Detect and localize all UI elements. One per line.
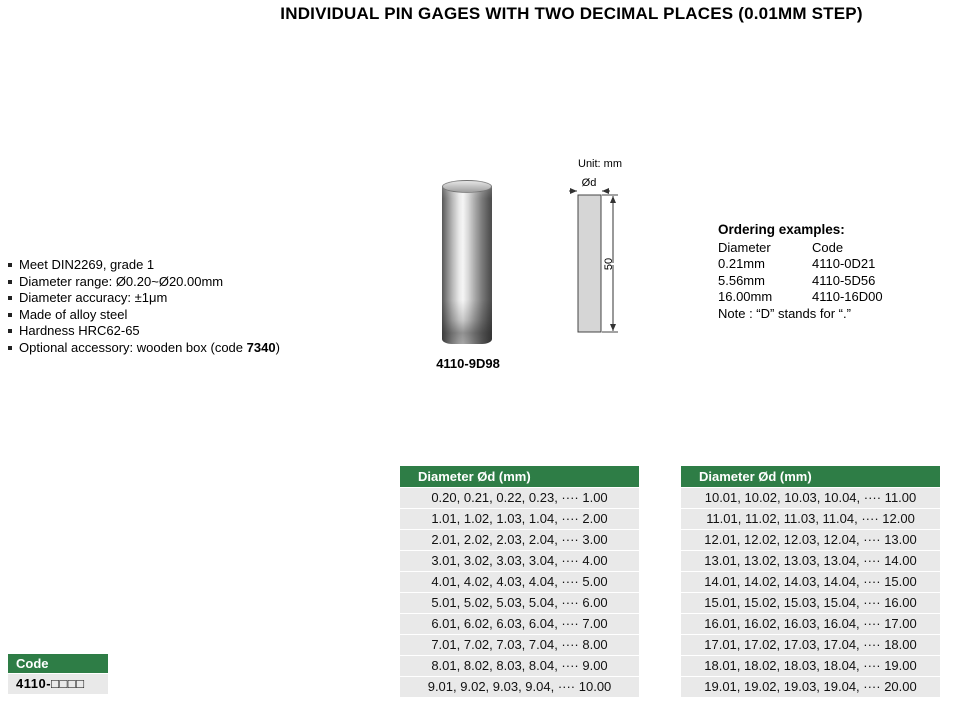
pin-gage-photo: [442, 180, 492, 344]
feature-item: [8, 323, 280, 340]
product-model-label: 4110-9D98: [436, 356, 500, 371]
table-row: 17.01, 17.02, 17.03, 17.04, ···· 18.00: [681, 635, 940, 655]
feature-list: [8, 257, 280, 357]
ordering-col-diameter: Diameter: [718, 240, 771, 256]
table-row: 10.01, 10.02, 10.03, 10.04, ···· 11.00: [681, 488, 940, 508]
example-code: 4110-0D21: [812, 256, 876, 272]
table-row: 0.20, 0.21, 0.22, 0.23, ···· 1.00: [400, 488, 639, 508]
example-code: 4110-16D00: [812, 288, 883, 304]
table-row: 4.01, 4.02, 4.03, 4.04, ···· 5.00: [400, 572, 639, 592]
table-row: 16.01, 16.02, 16.03, 16.04, ···· 17.00: [681, 614, 940, 634]
table-row: 18.01, 18.02, 18.03, 18.04, ···· 19.00: [681, 656, 940, 676]
ordering-header-row: [718, 240, 960, 256]
table-header: Diameter Ød (mm): [681, 466, 940, 487]
feature-item: [8, 274, 280, 291]
bullet-square-icon: [8, 313, 12, 317]
table-row: 15.01, 15.02, 15.03, 15.04, ···· 16.00: [681, 593, 940, 613]
table-row: 19.01, 19.02, 19.03, 19.04, ···· 20.00: [681, 677, 940, 697]
ordering-col-code: Code: [812, 240, 844, 256]
bullet-square-icon: [8, 296, 12, 300]
ordering-example-row: [718, 256, 960, 272]
feature-item-optional-accessory: [8, 340, 280, 357]
feature-optional-suffix: ): [275, 339, 280, 355]
page-title: INDIVIDUAL PIN GAGES WITH TWO DECIMAL PLACES (0.01MM STEP): [280, 4, 863, 23]
diameter-dim-label: Ød: [581, 177, 597, 189]
ordering-title: Ordering examples:: [718, 222, 845, 237]
pin-top-cap: [442, 180, 492, 193]
table-row: 1.01, 1.02, 1.03, 1.04, ···· 2.00: [400, 509, 639, 529]
unit-label: Unit: mm: [578, 158, 622, 170]
table-row: 5.01, 5.02, 5.03, 5.04, ···· 6.00: [400, 593, 639, 613]
height-dim-label: 50: [603, 257, 615, 271]
diameter-table-right: [681, 466, 940, 697]
table-body: [400, 488, 639, 697]
table-row: 6.01, 6.02, 6.03, 6.04, ···· 7.00: [400, 614, 639, 634]
ordering-examples: [718, 222, 960, 322]
feature-item: [8, 257, 280, 274]
table-row: 7.01, 7.02, 7.03, 7.04, ···· 8.00: [400, 635, 639, 655]
feature-item: [8, 307, 280, 324]
example-diameter: 5.56mm: [718, 272, 765, 288]
feature-text: Made of alloy steel: [19, 306, 128, 322]
ordering-note: Note : “D” stands for “.”: [718, 306, 851, 322]
bullet-square-icon: [8, 263, 12, 267]
code-block: [8, 654, 108, 694]
example-diameter: 16.00mm: [718, 288, 773, 304]
example-diameter: 0.21mm: [718, 256, 765, 272]
table-row: 2.01, 2.02, 2.03, 2.04, ···· 3.00: [400, 530, 639, 550]
code-block-value: 4110-□□□□: [8, 674, 108, 694]
bullet-square-icon: [8, 280, 12, 284]
dimension-drawing: [568, 155, 698, 345]
bullet-square-icon: [8, 346, 12, 350]
table-row: 13.01, 13.02, 13.03, 13.04, ···· 14.00: [681, 551, 940, 571]
ordering-example-row: [718, 289, 960, 305]
ordering-example-row: [718, 273, 960, 289]
bullet-square-icon: [8, 329, 12, 333]
feature-text: Hardness HRC62-65: [19, 323, 140, 339]
feature-optional-prefix: Optional accessory: wooden box (code: [19, 339, 247, 355]
example-code: 4110-5D56: [812, 272, 876, 288]
pin-outline-rect: [578, 195, 601, 332]
table-row: 3.01, 3.02, 3.03, 3.04, ···· 4.00: [400, 551, 639, 571]
accessory-code: 7340: [246, 339, 276, 355]
feature-text: Diameter range: Ø0.20~Ø20.00mm: [19, 273, 224, 289]
table-row: 8.01, 8.02, 8.03, 8.04, ···· 9.00: [400, 656, 639, 676]
table-body: [681, 488, 940, 697]
table-row: 11.01, 11.02, 11.03, 11.04, ···· 12.00: [681, 509, 940, 529]
feature-text: [19, 340, 280, 357]
table-header: Diameter Ød (mm): [400, 466, 639, 487]
table-row: 12.01, 12.02, 12.03, 12.04, ···· 13.00: [681, 530, 940, 550]
pin-cylinder-body: [442, 186, 492, 344]
code-block-header: Code: [8, 654, 108, 673]
feature-text: Diameter accuracy: ±1μm: [19, 290, 168, 306]
feature-text: Meet DIN2269, grade 1: [19, 257, 155, 272]
table-row: 14.01, 14.02, 14.03, 14.04, ···· 15.00: [681, 572, 940, 592]
diameter-table-left: [400, 466, 639, 697]
table-row: 9.01, 9.02, 9.03, 9.04, ···· 10.00: [400, 677, 639, 697]
feature-item: [8, 290, 280, 307]
